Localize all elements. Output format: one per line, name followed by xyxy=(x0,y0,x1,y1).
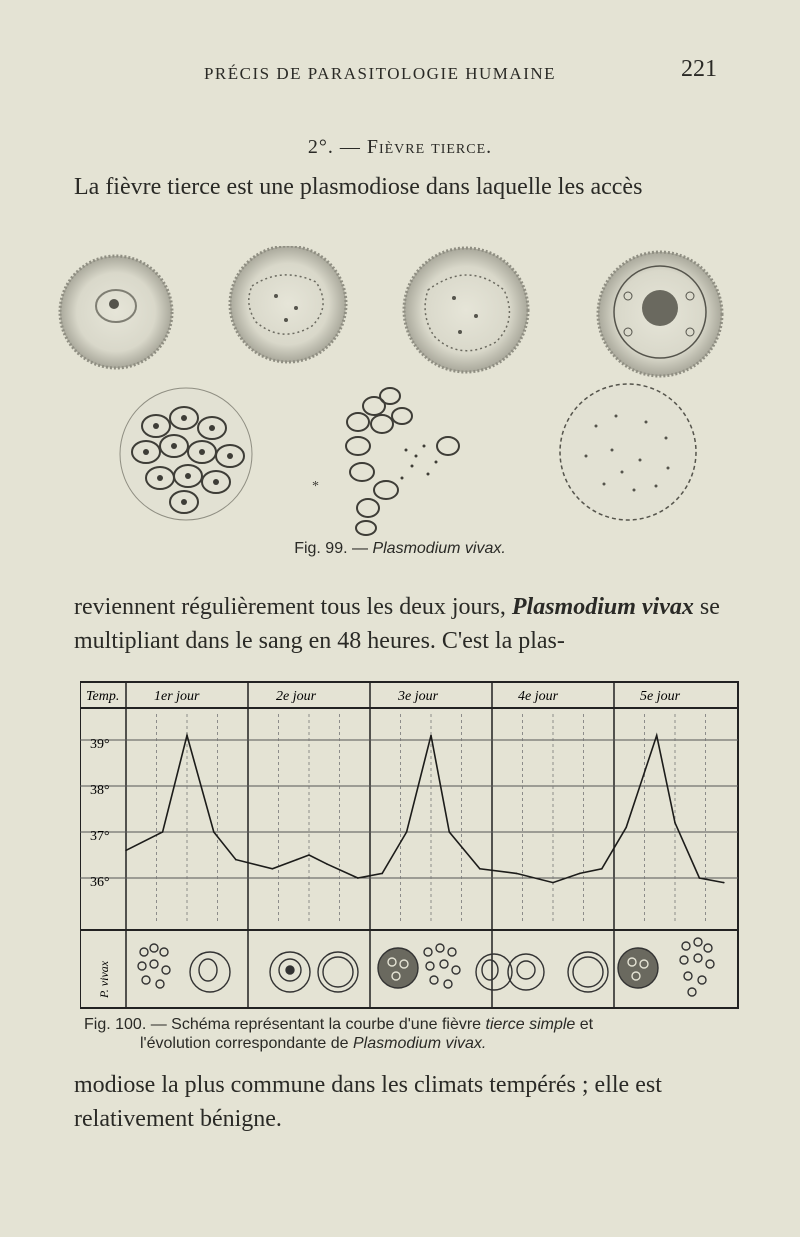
header-temp: Temp. xyxy=(86,689,120,704)
figure-100-caption-line-2 xyxy=(84,1034,784,1053)
parasite-trophozoite-day4 xyxy=(508,954,544,990)
figure-100-caption-line-1 xyxy=(84,1015,784,1034)
figure-99-illustration xyxy=(56,246,746,536)
parasite-trophozoite-day2b xyxy=(318,952,358,992)
temperature-point xyxy=(235,859,237,861)
temperature-point xyxy=(674,822,676,824)
temperature-point xyxy=(579,873,581,875)
temperature-curve xyxy=(126,735,724,882)
y-tick-39: 39° xyxy=(90,737,110,752)
parasite-schizont-day3 xyxy=(378,948,418,988)
paragraph-2 xyxy=(74,590,746,658)
blood-cell-2 xyxy=(230,246,346,362)
temperature-point xyxy=(723,882,725,884)
parasite-ring-day3 xyxy=(476,954,512,990)
temperature-point xyxy=(479,868,481,870)
paragraph-1: La fièvre tierce est une plasmodiose dans laquelle les accès xyxy=(74,174,643,200)
running-title: PRÉCIS DE PARASITOLOGIE HUMAINE xyxy=(203,64,557,83)
parasite-merozoites-day1 xyxy=(138,944,170,988)
merozoites-release xyxy=(312,388,459,535)
parasite-trophozoite-day2a xyxy=(270,952,310,992)
temperature-point xyxy=(406,831,408,833)
section-number: 2°. xyxy=(307,136,334,158)
section-heading: Fièvre tierce. xyxy=(366,136,493,158)
blood-cell-4 xyxy=(598,252,722,376)
y-tick-36: 36° xyxy=(90,875,110,890)
paragraph-3: modiose la plus commune dans les climats tempérés ; elle est relativement bénigne. xyxy=(74,1072,662,1132)
segmenting-schizont xyxy=(120,388,252,520)
figure-100-line2-text: l'évolution correspondante de xyxy=(140,1035,353,1052)
blood-cell-3 xyxy=(404,248,528,372)
temperature-point xyxy=(296,859,298,861)
figure-100-chart xyxy=(80,680,740,1010)
parasite-ring-day1 xyxy=(190,952,230,992)
temperature-point xyxy=(357,877,359,879)
figure-100-label: Fig. 100. — xyxy=(84,1016,172,1033)
y-tick-38: 38° xyxy=(90,783,110,798)
section-title xyxy=(0,136,800,159)
parasite-trophozoite-day4b xyxy=(568,952,608,992)
temperature-point xyxy=(272,868,274,870)
blood-cell-1 xyxy=(60,256,172,368)
header-day-2: 2e jour xyxy=(276,689,317,704)
gametocyte-cell xyxy=(560,384,696,520)
figure-99-label: Fig. 99. — xyxy=(294,540,373,557)
paragraph-2-species: Plasmodium vivax xyxy=(511,594,694,620)
row-label-p-vivax: P. vivax xyxy=(97,960,111,998)
temperature-point xyxy=(430,735,432,737)
header-day-1: 1er jour xyxy=(154,689,200,704)
temperature-point xyxy=(308,854,310,856)
figure-99-italic: Plasmodium vivax. xyxy=(372,540,506,557)
parasite-merozoites-day5 xyxy=(680,938,714,996)
temperature-point xyxy=(186,735,188,737)
temperature-point xyxy=(125,850,127,852)
temperature-point xyxy=(449,831,451,833)
section-dash: — xyxy=(339,136,361,158)
temperature-point xyxy=(213,831,215,833)
header-day-5: 5e jour xyxy=(640,689,681,704)
temperature-point xyxy=(699,877,701,879)
temperature-point xyxy=(162,831,164,833)
parasite-merozoites-day3 xyxy=(424,944,460,988)
figure-100-italic-a: tierce simple xyxy=(485,1016,576,1033)
temperature-point xyxy=(552,882,554,884)
temperature-point xyxy=(601,868,603,870)
temperature-point xyxy=(656,735,658,737)
header-day-3: 3e jour xyxy=(398,689,439,704)
figure-100-italic-b: Plasmodium vivax. xyxy=(352,1035,487,1052)
svg-text:*: * xyxy=(312,479,319,494)
temperature-point xyxy=(516,873,518,875)
y-tick-37: 37° xyxy=(90,829,110,844)
temperature-point xyxy=(625,827,627,829)
paragraph-2-end: se multipliant dans le sang en 48 heures. C'est la plas- xyxy=(74,594,720,654)
paragraph-2-start: reviennent régulièrement tous les deux jours, xyxy=(74,594,512,620)
figure-100-text-b: et xyxy=(575,1016,594,1033)
header-day-4: 4e jour xyxy=(518,689,559,704)
figure-100-caption xyxy=(84,1015,784,1053)
parasite-schizont-day5 xyxy=(618,948,658,988)
figure-100-text-a: Schéma représentant la courbe d'une fièvre xyxy=(171,1016,486,1033)
page-number: 221 xyxy=(681,56,717,82)
figure-99-caption xyxy=(0,540,800,558)
temperature-point xyxy=(327,863,329,865)
temperature-point xyxy=(381,873,383,875)
